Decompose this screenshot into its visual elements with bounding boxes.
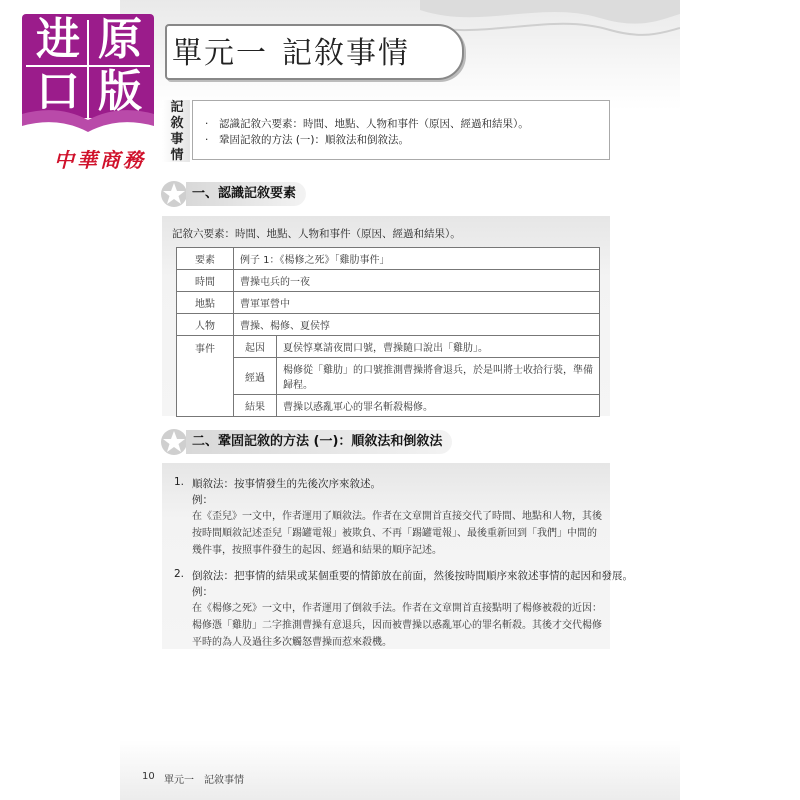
section1-title: 一、認識記敘要素 — [186, 182, 306, 206]
unit-title-topic: 記敘事情 — [282, 36, 410, 71]
side-label-char: 事 — [170, 132, 184, 147]
footer-unit-title: 單元一 記敘事情 — [164, 775, 244, 786]
table-cell-subkey: 起因 — [234, 336, 277, 358]
unit-title — [172, 28, 410, 72]
learning-objectives-box — [192, 100, 610, 160]
table-cell-key: 時間 — [177, 270, 234, 292]
unit-title-number: 單元一 — [172, 36, 268, 71]
section1-intro: 記敘六要素：時間、地點、人物和事件（原因、經過和結果）。 — [172, 228, 461, 240]
side-label-char: 記 — [170, 100, 184, 115]
section2-title: 二、鞏固記敘的方法 (一)：順敘法和倒敘法 — [186, 430, 452, 454]
footer-band — [120, 740, 680, 800]
table-cell-value: 曹操以惑亂軍心的罪名斬殺楊修。 — [277, 395, 600, 417]
section1-heading — [160, 182, 360, 208]
objective-item: · 鞏固記敘的方法 (一)：順敘法和倒敘法。 — [205, 134, 410, 146]
badge-char-1: 进 — [36, 14, 80, 65]
table-row — [177, 270, 600, 292]
side-label-char: 情 — [170, 148, 184, 163]
list-item-number: 1. — [174, 476, 185, 488]
publisher-brand-logo: 中華商務 — [54, 148, 146, 172]
bullet-dot-icon: · — [205, 118, 209, 130]
table-row — [177, 395, 600, 417]
table-cell-value: 曹軍軍營中 — [234, 292, 600, 314]
badge-char-3: 口 — [36, 66, 80, 117]
list-item-title: 順敘法：按事情發生的先後次序來敘述。 — [192, 478, 381, 490]
objectives-side-label — [166, 100, 188, 164]
table-cell-value: 楊修從「雞肋」的口號推測曹操將會退兵，於是叫將士收拾行裝，準備歸程。 — [277, 358, 600, 395]
objective-item: · 認識記敘六要素：時間、地點、人物和事件（原因、經過和結果）。 — [205, 118, 529, 130]
table-cell-key: 事件 — [177, 336, 234, 417]
list-item-example-label: 例： — [192, 586, 213, 598]
table-header-key: 要素 — [177, 248, 234, 270]
list-item-title: 倒敘法：把事情的結果或某個重要的情節放在前面，然後按時間順序來敘述事情的起因和發展。 — [192, 570, 633, 582]
table-cell-subkey: 結果 — [234, 395, 277, 417]
list-item-body: 在《歪兒》一文中，作者運用了順敘法。作者在文章開首直接交代了時間、地點和人物，其後按時間順敘記述歪兒「踢罐電報」被欺負、不再「踢罐電報」、最後重新回到「我們」中間的幾件事，按照事件發生的起因、經過和結果的順序記述。 — [192, 511, 602, 556]
table-row — [177, 336, 600, 358]
table-cell-key: 人物 — [177, 314, 234, 336]
table-cell-subkey: 經過 — [234, 358, 277, 395]
table-cell-value: 曹操屯兵的一夜 — [234, 270, 600, 292]
badge-char-2: 原 — [98, 14, 142, 65]
table-row — [177, 358, 600, 395]
narrative-elements-table — [176, 247, 600, 417]
section2-heading — [160, 430, 460, 456]
table-row — [177, 314, 600, 336]
list-item-number: 2. — [174, 568, 185, 580]
list-item-example-label: 例： — [192, 494, 213, 506]
table-header-value: 例子 1：《楊修之死》「雞肋事件」 — [234, 248, 600, 270]
table-cell-key: 地點 — [177, 292, 234, 314]
table-row — [177, 292, 600, 314]
star-icon — [160, 180, 188, 208]
star-icon — [160, 428, 188, 456]
table-row — [177, 248, 600, 270]
bullet-dot-icon: · — [205, 134, 209, 146]
table-cell-value: 夏侯惇稟請夜間口號，曹操隨口說出「雞肋」。 — [277, 336, 600, 358]
badge-char-4: 版 — [98, 66, 142, 117]
side-label-char: 敘 — [170, 116, 184, 131]
page-number: 10 — [142, 771, 155, 782]
table-cell-value: 曹操、楊修、夏侯惇 — [234, 314, 600, 336]
list-item-body: 在《楊修之死》一文中，作者運用了倒敘手法。作者在文章開首直接點明了楊修被殺的近因：楊修憑「雞肋」二字推測曹操有意退兵，因而被曹操以惑亂軍心的罪名斬殺。其後才交代楊修平時的為人及過往多次觸怒曹操而惹來殺機。 — [192, 603, 602, 648]
publisher-badge — [18, 14, 158, 174]
